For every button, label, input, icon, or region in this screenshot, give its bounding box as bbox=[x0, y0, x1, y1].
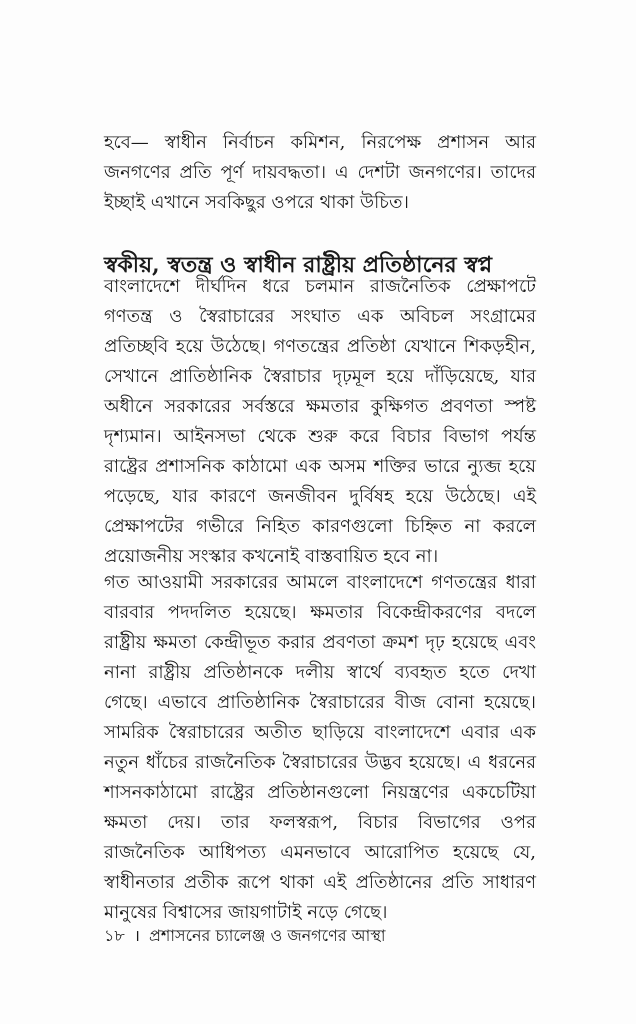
footer-separator: । bbox=[133, 926, 140, 945]
section-heading: স্বকীয়, স্বতন্ত্র ও স্বাধীন রাষ্ট্রীয় প্রতিষ্ঠানের স্বপ্ন bbox=[104, 252, 493, 279]
page-footer bbox=[104, 924, 536, 948]
body-paragraph-2: গত আওয়ামী সরকারের আমলে বাংলাদেশে গণতন্ত্রের ধারা বারবার পদদলিত হয়েছে। ক্ষমতার বিকেন্দ্রীকরণের বদলে রাষ্ট্রীয় ক্ষমতা কেন্দ্রীভূত করার প্রবণতা ক্রমশ দৃঢ় হয়েছে এবং নানা রাষ্ট্রীয় প্রতিষ্ঠানকে দলীয় স্বার্থে ব্যবহৃত হতে দেখা গেছে। এভাবে প্রাতিষ্ঠানিক স্বৈরাচারের বীজ বোনা হয়েছে। সামরিক স্বৈরাচারের অতীত ছাড়িয়ে বাংলাদেশে এবার এক নতুন ধাঁচের রাজনৈতিক স্বৈরাচারের উদ্ভব হয়েছে। এ ধরনের শাসনকাঠামো রাষ্ট্রের প্রতিষ্ঠানগুলো নিয়ন্ত্রণের একচেটিয়া ক্ষমতা দেয়। তার ফলস্বরূপ, বিচার বিভাগের ওপর রাজনৈতিক আধিপত্য এমনভাবে আরোপিত হয়েছে যে, স্বাধীনতার প্রতীক রূপে থাকা এই প্রতিষ্ঠানের প্রতি সাধারণ মানুষের বিশ্বাসের জায়গাটাই নড়ে গেছে। bbox=[104, 572, 536, 923]
body-paragraph-1: বাংলাদেশে দীর্ঘদিন ধরে চলমান রাজনৈতিক প্রেক্ষাপটে গণতন্ত্র ও স্বৈরাচারের সংঘাত এক অবিচল সংগ্রামের প্রতিচ্ছবি হয়ে উঠেছে। গণতন্ত্রের প্রতিষ্ঠা যেখানে শিকড়হীন, সেখানে প্রাতিষ্ঠানিক স্বৈরাচার দৃঢ়মূল হয়ে দাঁড়িয়েছে, যার অধীনে সরকারের সর্বস্তরে ক্ষমতার কুক্ষিগত প্রবণতা স্পষ্ট দৃশ্যমান। আইনসভা থেকে শুরু করে বিচার বিভাগ পর্যন্ত রাষ্ট্রের প্রশাসনিক কাঠামো এক অসম শক্তির ভারে ন্যুব্জ হয়ে পড়েছে, যার কারণে জনজীবন দুর্বিষহ হয়ে উঠেছে। এই প্রেক্ষাপটের গভীরে নিহিত কারণগুলো চিহ্নিত না করলে প্রয়োজনীয় সংস্কার কখনোই বাস্তবায়িত হবে না। bbox=[104, 276, 536, 567]
running-book-title: প্রশাসনের চ্যালেঞ্জ ও জনগণের আস্থা bbox=[148, 926, 386, 945]
intro-paragraph: হবে— স্বাধীন নির্বাচন কমিশন, নিরপেক্ষ প্রশাসন আর জনগণের প্রতি পূর্ণ দায়বদ্ধতা। এ দেশটা জনগণের। তাদের ইচ্ছাই এখানে সবকিছুর ওপরে থাকা উচিত। bbox=[104, 132, 536, 213]
page-number: ১৮ bbox=[104, 926, 125, 945]
